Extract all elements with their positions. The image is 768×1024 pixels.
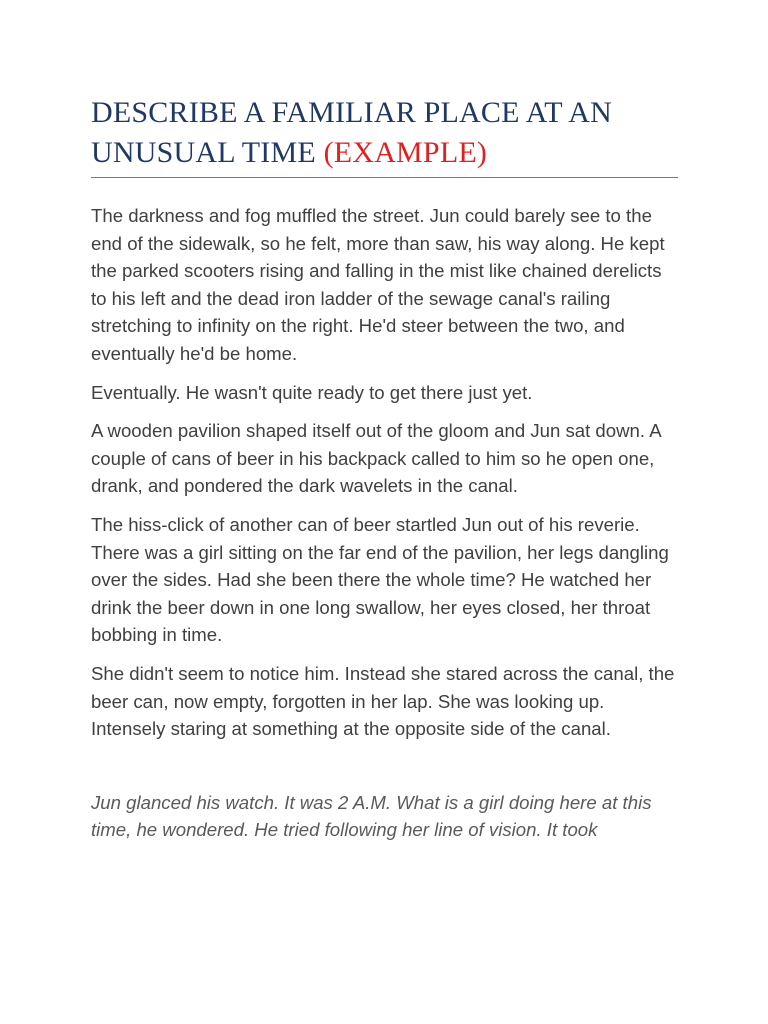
title-accent-text: (EXAMPLE) (323, 136, 488, 169)
paragraph-5: She didn't seem to notice him. Instead she stared across the canal, the beer can, now empty, forgotten in her lap. She was looking up. Intensely staring at something at the opposite side of the canal. (91, 662, 675, 740)
title-divider (91, 177, 678, 178)
title-main-text: DESCRIBE A FAMILIAR PLACE AT AN UNUSUAL TIME (91, 96, 613, 169)
page-title (91, 93, 681, 173)
document-body (91, 202, 681, 855)
paragraph-italic: Jun glanced his watch. It was 2 A.M. What is a girl doing here at this time, he wondered. He tried following her line of vision. It took (91, 791, 652, 841)
paragraph-1: The darkness and fog muffled the street. Jun could barely see to the end of the sidewalk, so he felt, more than saw, his way along. He kept the parked scooters rising and falling in the mist like chained derelicts to his left and the dead iron ladder of the sewage canal's railing stretching to infinity on the right. He'd steer between the two, and eventually he'd be home. (91, 205, 665, 364)
paragraph-4: The hiss-click of another can of beer startled Jun out of his reverie. There was a girl sitting on the far end of the pavilion, her legs dangling over the sides. Had she been there the whole time? He watched her drink the beer down in one long swallow, her eyes closed, her throat bobbing in time. (91, 513, 669, 646)
paragraph-3: A wooden pavilion shaped itself out of the gloom and Jun sat down. A couple of cans of beer in his backpack called to him so he open one, drank, and pondered the dark wavelets in the canal. (91, 420, 661, 497)
paragraph-2: Eventually. He wasn't quite ready to get there just yet. (91, 381, 533, 403)
